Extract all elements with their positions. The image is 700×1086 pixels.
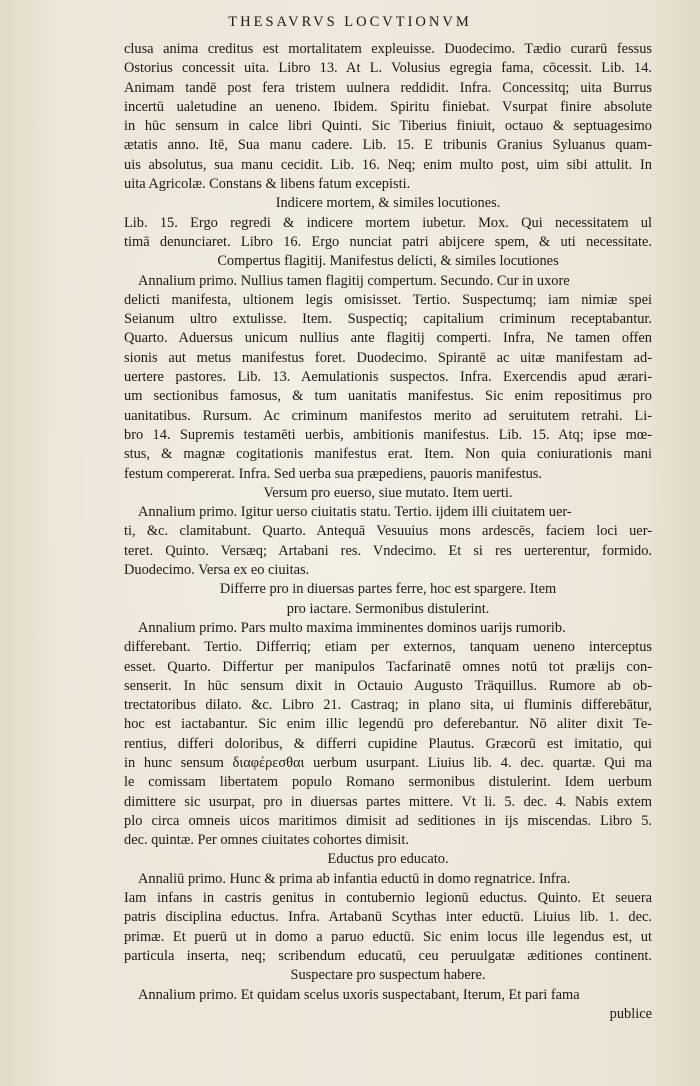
text-line: hoc est iactabantur. Sic enim illic legendū pro deferebantur. Nō aliter dixit Te- (124, 716, 652, 733)
section-heading-line: Eductus pro educato. (327, 851, 449, 868)
text-line: stus, & magnæ cogitationis manifestus erat. Item. Non quia coniurationis mani (124, 446, 652, 463)
page-body-text (124, 40, 652, 1024)
text-line: publice (609, 1005, 652, 1022)
section-heading-line: pro iactare. Sermonibus distulerint. (286, 600, 490, 617)
text-line: Annalium primo. Nullius tamen flagitij compertum. Secundo. Cur in uxore (138, 272, 570, 289)
text-line: um sectionibus famosus, & tum uanitatis manifestus. Sic enim repositimus pro (124, 388, 652, 405)
text-line: bro 14. Supremis testamēti uerbis, ambitionis manifestus. Lib. 15. Atq; ipse mœ- (124, 426, 652, 443)
text-line: uertere pastores. Lib. 13. Aemulationis suspectos. Infra. Exercendis apud ærari- (124, 369, 652, 386)
text-line: Duodecimo. Versa ex eo ciuitas. (124, 562, 310, 579)
text-line: ætatis anno. Itē, Sua manu cadere. Lib. 15. E tribunis Granius Syluanus quam- (124, 137, 652, 154)
text-line: plo circa omneis uicos maritimos dimisit ad seditiones in ijs miscendas. Libro 5. (124, 812, 652, 829)
text-line: patris disciplina eductus. Infra. Artabanū Scythas inter eductū. Liuius lib. 1. dec. (124, 909, 652, 926)
section-heading-line: Indicere mortem, & similes locutiones. (275, 195, 501, 212)
text-line: festum compererat. Infra. Sed uerba sua præpediens, pauoris manifestus. (124, 465, 542, 482)
text-line: teret. Quinto. Versæq; Artabani res. Vndecimo. Et si res uerterentur, formido. (124, 542, 652, 559)
section-heading-line: Differre pro in diuersas partes ferre, hoc est spargere. Item (219, 581, 557, 598)
text-line: Ostorius concessit uita. Libro 13. At L. Volusius egregia fama, cōcessit. Lib. 14. (124, 60, 652, 77)
text-line: Quarto. Aduersus unicum nullius ante flagitij comperti. Infra, Ne tamen offen (124, 330, 652, 347)
text-line: trectatoribus dilato. &c. Libro 21. Castraq; in plano sita, ui fluminis differebātur, (124, 697, 652, 714)
text-line: uis absolutus, sua manu cecidit. Lib. 16. Neq; enim multo post, uim sibi attulit. In (124, 156, 652, 173)
text-line: Annalium primo. Igitur uerso ciuitatis statu. Tertio. ijdem illi ciuitatem uer- (138, 504, 572, 521)
text-line: le comissam libertatem populo Romano sermonibus distulerint. Idem uerbum (124, 774, 652, 791)
text-line: uanitatibus. Rursum. Ac criminum manifestos merito ad seruitutem retrahi. Li- (124, 407, 652, 424)
text-line: uita Agricolæ. Constans & libens fatum excepisti. (124, 176, 411, 193)
text-line: primæ. Et puerū ut in domo a paruo eductū. Sic enim locus ille legendus est, ut (124, 928, 652, 945)
text-line: esset. Quarto. Differtur per manipulos Tacfarinatē omnes notū tot prælijs con- (124, 658, 652, 675)
section-heading-line: Versum pro euerso, siue mutato. Item uerti. (263, 484, 513, 501)
running-head: THESAVRVS LOCVTIONVM (228, 14, 472, 30)
text-line: in hūc sensum in calce libri Quinti. Sic Tiberius finiuit, octauo & septuagesimo (124, 118, 652, 135)
text-line: Seianum ultro extulisse. Item. Suspectiq; capitalium criminum receptabantur. (124, 311, 652, 328)
section-heading-line: Compertus flagitij. Manifestus delicti, & similes locutiones (217, 253, 559, 270)
text-line: Annalium primo. Pars multo maxima imminentes dominos uarijs rumorib. (138, 619, 566, 636)
text-line: sionis aut metus manifestus foret. Duodecimo. Spirantē ac uitæ manifestam ad- (124, 349, 652, 366)
text-line: Annalium primo. Et quidam scelus uxoris suspectabant, Iterum, Et pari fama (138, 986, 580, 1003)
text-line: differebant. Tertio. Differriq; etiam per externos, tanquam ueneno interceptus (124, 639, 652, 656)
text-line: Animam tandē post fera tristem uulnera reddidit. Infra. Concessitq; uita Burrus (124, 79, 652, 96)
text-line: in hunc sensum διαφέρεσθαι uerbum usurpant. Liuius lib. 4. dec. quartæ. Qui ma (124, 754, 652, 771)
text-line: particula inserta, neq; scribendum educatū, ceu peruulgatæ æditiones continent. (124, 947, 652, 964)
section-heading-line: Suspectare pro suspectum habere. (290, 967, 486, 984)
text-line: timā denunciaret. Libro 16. Ergo nunciat patri abijcere spem, & uti necessitate. (124, 233, 652, 250)
text-line: Annaliū primo. Hunc & prima ab infantia eductū in domo regnatrice. Infra. (138, 870, 571, 887)
text-line: Iam infans in castris genitus in contubernio legionū eductus. Quinto. Et seuera (124, 890, 652, 907)
text-line: dec. quintæ. Per omnes ciuitates cohortes dimisit. (124, 832, 409, 849)
text-line: delicti manifesta, ultionem legis omisisset. Tertio. Suspectumq; iam nimiæ spei (124, 291, 652, 308)
text-line: ti, &c. clamitabunt. Quarto. Antequā Vesuuius mons ardescēs, faciem loci uer- (124, 523, 652, 540)
text-line: Lib. 15. Ergo regredi & indicere mortem iubetur. Mox. Qui necessitatem ul (124, 214, 652, 231)
text-line: clusa anima creditus est mortalitatem expleuisse. Duodecimo. Tædio curarū fessus (124, 41, 652, 57)
text-line: dimittere sic usurpat, pro in diuersas partes mittere. Vt li. 5. dec. 4. Nabis extem (124, 793, 652, 810)
text-line: rentius, differi doloribus, & differri cupidine Plautus. Græcorū est imitatio, qui (124, 735, 652, 752)
text-line: senserit. In hūc sensum dixit in Octauio Augusto Trāquillus. Rumore ab ob- (124, 677, 652, 694)
text-line: incertū ualetudine an ueneno. Ibidem. Spiritu finiebat. Vsurpat finire absolute (124, 98, 652, 115)
